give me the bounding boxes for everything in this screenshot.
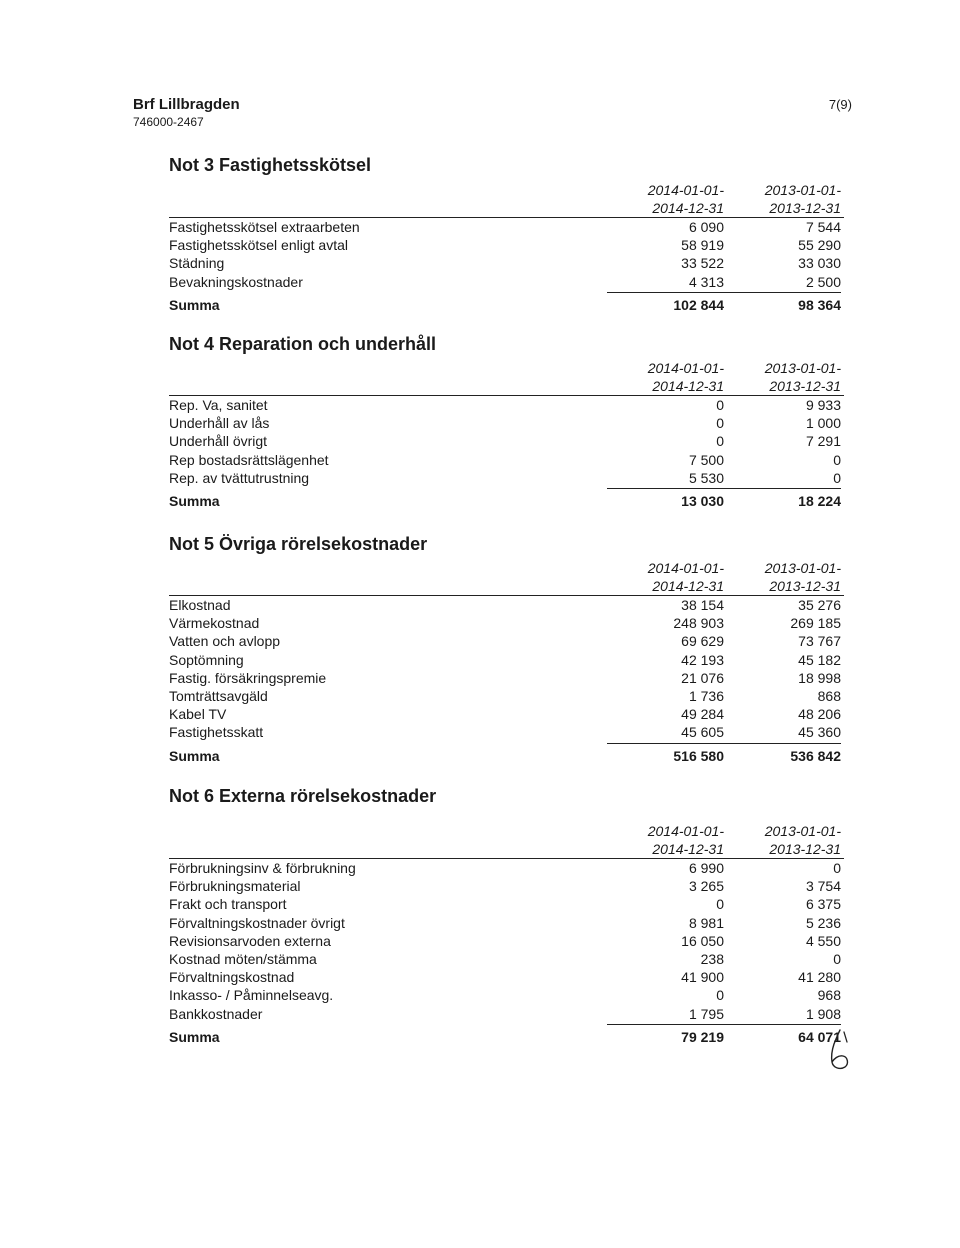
table-row: [169, 669, 849, 687]
row-label: Rep. av tvättutrustning: [169, 469, 310, 486]
total-label: Summa: [169, 1028, 220, 1045]
value-previous-year: 1 908: [805, 1005, 841, 1022]
period-start: 2013-01-01-: [764, 823, 841, 839]
table-row: [169, 914, 849, 932]
row-label: Förbrukningsinv & förbrukning: [169, 860, 356, 876]
value-current-year: 0: [716, 987, 724, 1004]
period-header-current: [604, 822, 724, 858]
row-label: Fastighetsskötsel extraarbeten: [169, 219, 360, 235]
value-current-year: 7 500: [688, 451, 724, 468]
period-end: 2014-12-31: [652, 378, 724, 394]
table-row: [169, 218, 849, 236]
subtotal-rule-previous: [724, 743, 841, 744]
subtotal-rule-current: [607, 488, 724, 489]
period-header-previous: [721, 822, 841, 858]
total-row: [169, 1027, 849, 1047]
value-current-year: 1 736: [688, 687, 724, 704]
table-row: [169, 273, 849, 291]
table-row: [169, 986, 849, 1004]
value-current-year: 42 193: [681, 651, 724, 668]
table-row: [169, 1005, 849, 1023]
subtotal-rule-current: [607, 743, 724, 744]
value-previous-year: 0: [833, 860, 841, 876]
period-header-current: [604, 559, 724, 595]
table-row: [169, 432, 849, 450]
note-title: Not 3 Fastighetsskötsel: [169, 155, 372, 175]
total-previous-year: 536 842: [790, 747, 841, 764]
value-previous-year: 33 030: [798, 255, 841, 272]
value-previous-year: 968: [817, 987, 841, 1004]
value-previous-year: 4 550: [805, 932, 841, 949]
total-row: [169, 491, 849, 511]
value-previous-year: 73 767: [798, 633, 841, 650]
value-current-year: 1 795: [688, 1005, 724, 1022]
period-end: 2014-12-31: [652, 578, 724, 594]
value-previous-year: 0: [833, 451, 841, 468]
value-previous-year: 55 290: [798, 237, 841, 254]
table-row: [169, 687, 849, 705]
row-label: Förbrukningsmaterial: [169, 878, 301, 895]
period-header-previous: [721, 181, 841, 217]
note-5-section: [169, 532, 849, 766]
page-number: 7(9): [828, 97, 852, 112]
total-previous-year: 98 364: [798, 296, 841, 313]
table-row: [169, 968, 849, 986]
period-start: 2014-01-01-: [647, 823, 724, 839]
period-end: 2013-12-31: [769, 378, 841, 394]
value-previous-year: 0: [833, 469, 841, 486]
row-label: Fastighetsskatt: [169, 724, 264, 741]
value-current-year: 8 981: [688, 914, 724, 931]
note-3-section: [169, 153, 849, 315]
period-start: 2013-01-01-: [764, 560, 841, 576]
subtotal-rule-previous: [724, 488, 841, 489]
table-row: [169, 632, 849, 650]
row-label: Revisionsarvoden externa: [169, 932, 331, 949]
value-previous-year: 2 500: [805, 273, 841, 290]
value-previous-year: 5 236: [805, 914, 841, 931]
value-current-year: 58 919: [681, 237, 724, 254]
table-row: [169, 596, 849, 614]
value-current-year: 6 090: [688, 219, 724, 235]
period-headers: [169, 181, 849, 217]
value-current-year: 16 050: [681, 932, 724, 949]
total-row: [169, 295, 849, 315]
period-headers: [169, 559, 849, 595]
row-label: Värmekostnad: [169, 615, 260, 632]
value-current-year: 3 265: [688, 878, 724, 895]
period-end: 2014-12-31: [652, 200, 724, 216]
value-current-year: 0: [716, 433, 724, 450]
row-label: Elkostnad: [169, 597, 231, 613]
row-label: Underhåll övrigt: [169, 433, 268, 450]
row-label: Förvaltningskostnad: [169, 969, 295, 986]
note-title: Not 4 Reparation och underhåll: [169, 334, 437, 354]
row-label: Bankkostnader: [169, 1005, 263, 1022]
row-label: Städning: [169, 255, 225, 272]
table-row: [169, 705, 849, 723]
handwritten-initials: [818, 1024, 866, 1074]
period-start: 2014-01-01-: [647, 560, 724, 576]
period-end: 2014-12-31: [652, 841, 724, 857]
organization-name: Brf Lillbragden: [133, 96, 240, 113]
row-label: Tomträttsavgäld: [169, 687, 268, 704]
period-headers: [169, 359, 849, 395]
subtotal-rule-previous: [724, 292, 841, 293]
total-current-year: 102 844: [673, 296, 724, 313]
value-current-year: 5 530: [688, 469, 724, 486]
value-previous-year: 35 276: [798, 597, 841, 613]
period-end: 2013-12-31: [769, 200, 841, 216]
period-end: 2013-12-31: [769, 841, 841, 857]
value-previous-year: 868: [817, 687, 841, 704]
value-current-year: 38 154: [681, 597, 724, 613]
total-current-year: 516 580: [673, 747, 724, 764]
table-row: [169, 859, 849, 877]
table-row: [169, 414, 849, 432]
value-current-year: 21 076: [681, 669, 724, 686]
table-row: [169, 723, 849, 741]
value-previous-year: 1 000: [805, 415, 841, 432]
row-label: Kostnad möten/stämma: [169, 950, 317, 967]
table-row: [169, 932, 849, 950]
table-row: [169, 469, 849, 487]
table-row: [169, 614, 849, 632]
period-header-current: [604, 181, 724, 217]
total-previous-year: 64 071: [798, 1028, 841, 1045]
value-current-year: 49 284: [681, 706, 724, 723]
value-previous-year: 7 291: [805, 433, 841, 450]
row-label: Vatten och avlopp: [169, 633, 281, 650]
value-current-year: 0: [716, 397, 724, 413]
value-previous-year: 9 933: [805, 397, 841, 413]
period-headers: [169, 822, 849, 858]
total-current-year: 13 030: [681, 492, 724, 509]
total-current-year: 79 219: [681, 1028, 724, 1045]
value-previous-year: 6 375: [805, 896, 841, 913]
total-label: Summa: [169, 296, 220, 313]
row-label: Rep. Va, sanitet: [169, 397, 268, 413]
value-current-year: 0: [716, 896, 724, 913]
value-previous-year: 3 754: [805, 878, 841, 895]
value-current-year: 0: [716, 415, 724, 432]
row-label: Frakt och transport: [169, 896, 287, 913]
table-row: [169, 254, 849, 272]
table-row: [169, 651, 849, 669]
value-previous-year: 41 280: [798, 969, 841, 986]
row-label: Bevakningskostnader: [169, 273, 303, 290]
subtotal-rule-current: [607, 1024, 724, 1025]
row-label: Förvaltningskostnader övrigt: [169, 914, 345, 931]
row-label: Fastighetsskötsel enligt avtal: [169, 237, 348, 254]
value-current-year: 6 990: [688, 860, 724, 876]
value-previous-year: 45 182: [798, 651, 841, 668]
table-row: [169, 895, 849, 913]
note-6-section: [169, 784, 849, 1047]
note-title: Not 6 Externa rörelsekostnader: [169, 786, 437, 806]
subtotal-rule-current: [607, 292, 724, 293]
value-current-year: 4 313: [688, 273, 724, 290]
period-end: 2013-12-31: [769, 578, 841, 594]
value-previous-year: 45 360: [798, 724, 841, 741]
total-previous-year: 18 224: [798, 492, 841, 509]
total-label: Summa: [169, 492, 220, 509]
value-current-year: 248 903: [673, 615, 724, 632]
table-row: [169, 451, 849, 469]
value-previous-year: 7 544: [805, 219, 841, 235]
value-current-year: 45 605: [681, 724, 724, 741]
row-label: Soptömning: [169, 651, 244, 668]
period-header-previous: [721, 559, 841, 595]
row-label: Underhåll av lås: [169, 415, 270, 432]
value-current-year: 33 522: [681, 255, 724, 272]
total-row: [169, 746, 849, 766]
period-start: 2014-01-01-: [647, 182, 724, 198]
row-label: Rep bostadsrättslägenhet: [169, 451, 329, 468]
value-current-year: 238: [700, 950, 724, 967]
value-current-year: 41 900: [681, 969, 724, 986]
row-label: Inkasso- / Påminnelseavg.: [169, 987, 334, 1004]
organization-number: 746000-2467: [133, 115, 204, 129]
period-header-previous: [721, 359, 841, 395]
note-title: Not 5 Övriga rörelsekostnader: [169, 534, 428, 554]
table-row: [169, 396, 849, 414]
value-current-year: 69 629: [681, 633, 724, 650]
period-start: 2014-01-01-: [647, 360, 724, 376]
value-previous-year: 48 206: [798, 706, 841, 723]
value-previous-year: 0: [833, 950, 841, 967]
period-start: 2013-01-01-: [764, 182, 841, 198]
value-previous-year: 269 185: [790, 615, 841, 632]
total-label: Summa: [169, 747, 220, 764]
note-4-section: [169, 332, 849, 511]
table-row: [169, 877, 849, 895]
table-row: [169, 950, 849, 968]
row-label: Kabel TV: [169, 706, 227, 723]
value-previous-year: 18 998: [798, 669, 841, 686]
period-start: 2013-01-01-: [764, 360, 841, 376]
period-header-current: [604, 359, 724, 395]
table-row: [169, 236, 849, 254]
row-label: Fastig. försäkringspremie: [169, 669, 327, 686]
